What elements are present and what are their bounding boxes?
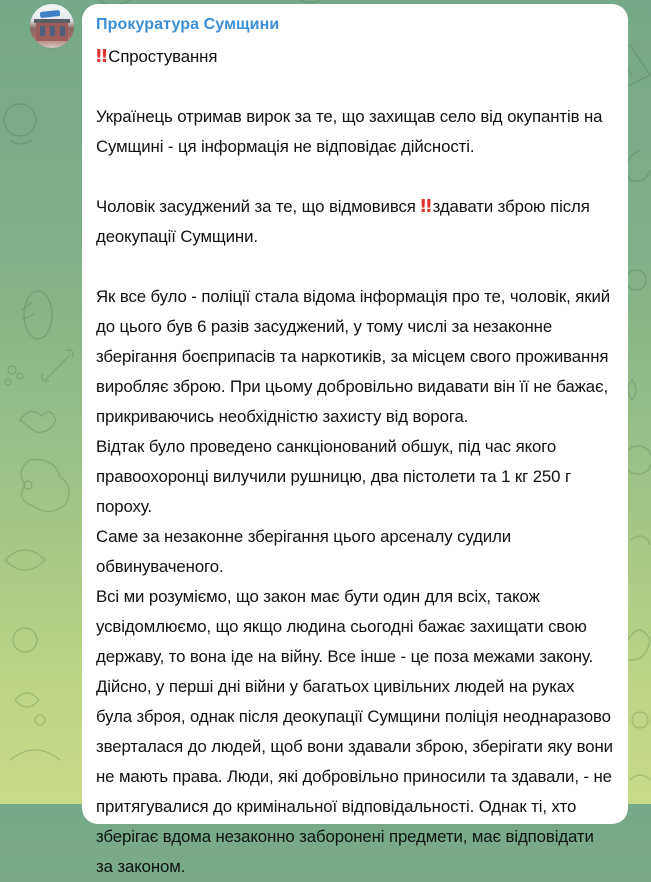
building-window: [40, 26, 45, 36]
paragraph-text: здавати зброю після деокупації Сумщини.: [96, 197, 590, 246]
channel-avatar[interactable]: [30, 4, 74, 48]
double-exclamation-icon: ‼: [96, 46, 106, 67]
message-title: Спростування: [108, 47, 218, 66]
paragraph-gap: [96, 162, 614, 192]
building-sign: [40, 10, 61, 18]
building-window: [50, 26, 55, 36]
paragraph-text: Чоловік засуджений за те, що відмовився: [96, 197, 416, 216]
message-text: [96, 42, 614, 882]
message-paragraph: Саме за незаконне зберігання цього арсеналу судили обвинуваченого.: [96, 527, 512, 576]
paragraph-gap: [96, 72, 614, 102]
message-paragraph: Всі ми розуміємо, що закон має бути один для всіх, також усвідомлюємо, що якщо людина сьогодні бажає захищати свою державу, то вона іде на війну. Все інше - це поза межами закону. Дійсно, у перші дні війни у багатьох цивільних людей на руках була зброя, однак після деокупації Сумщини поліція неоднаразово зверталася до людей, щоб вони здавали зброю, зберігати яку вони не мають права. Люди, які добровільно приносили та здавали, - не притягувалися до кримінальної відповідальності. Однак ті, хто зберігає вдома незаконно заборонені предмети, має відповідати за законом.: [96, 587, 613, 876]
paragraph-gap: [96, 252, 614, 282]
channel-name-link[interactable]: Прокуратура Сумщини: [96, 16, 280, 33]
message-paragraph: Українець отримав вирок за те, що захищав село від окупантів на Сумщині - ця інформація не відповідає дійсності.: [96, 107, 603, 156]
message-bubble: [82, 4, 628, 876]
double-exclamation-icon: ‼: [420, 196, 430, 217]
message-paragraph: Як все було - поліції стала відома інформація про те, чоловік, який до цього був 6 разів засуджений, у тому числі за незаконне зберігання боєприпасів та наркотиків, за місцем свого проживання виробляє зброю. При цьому добровільно видавати він її не бажає, прикриваючись необхідністю захисту від ворога.: [96, 287, 611, 426]
message-title-line: [96, 42, 614, 72]
message-paragraph: [96, 192, 614, 252]
building-window: [60, 26, 65, 36]
message-paragraph: Відтак було проведено санкціонований обшук, під час якого правоохоронці вилучили рушницю, два пістолети та 1 кг 250 г пороху.: [96, 437, 571, 516]
